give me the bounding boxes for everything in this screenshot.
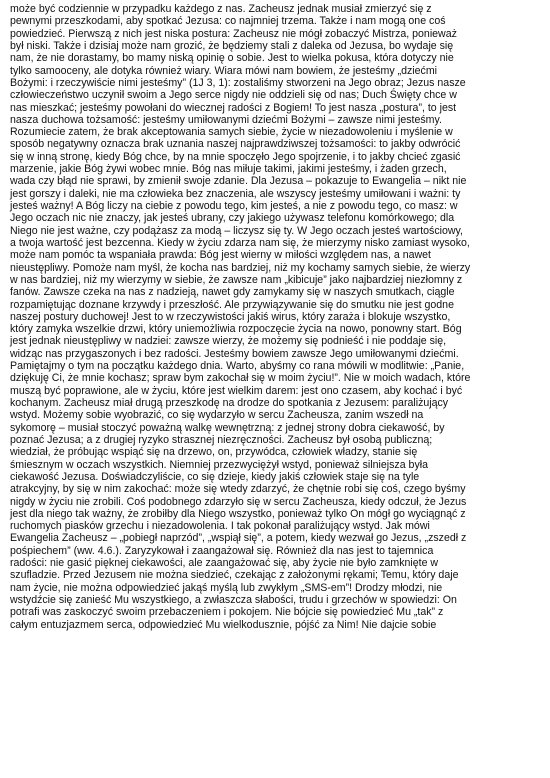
text-line: Niego nie jest ważne, czy podążasz za modą – liczysz się ty. W Jego oczach jesteś wartościowy, <box>10 224 463 237</box>
text-line: nam, że nie dorastamy, bo mamy niską opinię o sobie. Jest to wielka pokusa, która dotyczy nie <box>10 52 454 65</box>
text-line: muszą być poprawione, ale w życiu, które jest wielkim darem: jest ono czasem, aby kochać i być <box>10 384 463 397</box>
text-line: naszej postury duchowej! Jest to w rzeczywistości jakiś wirus, który zaraża i blokuje wszystko, <box>10 310 451 323</box>
text-line: może nam pomóc ta wspaniała prawda: Bóg jest wierny w miłości względem nas, a nawet <box>10 249 431 262</box>
text-line: nam życie, nie można odpowiedzieć jakąś myślą lub zwykłym „SMS-em”! Drodzy młodzi, nie <box>10 581 443 594</box>
text-line: pewnymi przeszkodami, aby spotkać Jezusa: co najmniej trzema. Także i nam mogą one coś <box>10 15 446 28</box>
text-line: nasza duchowa tożsamość: jesteśmy umiłowanymi dziećmi Bożymi – zawsze nimi jesteśmy. <box>10 113 442 126</box>
text-line: który zamyka wszelkie drzwi, który uniemożliwia rozpoczęcie życia na nowo, ponowny start. Bóg <box>10 323 462 336</box>
text-line: potrafi was zaskoczyć swoim przebaczeniem i pokojem. Nie bójcie się powiedzieć Mu „tak” z <box>10 606 444 619</box>
text-line: wstyd. Możemy sobie wyobrazić, co się wydarzyło w sercu Zacheusza, zanim wszedł na <box>10 409 424 422</box>
text-line: poznać Jezusa; a z drugiej ryzyko strasznej niezręczności. Zacheusz był osobą publiczną; <box>10 433 433 446</box>
text-line: w nas bardziej, niż my wierzymy w siebie, że zawsze nam „kibicuje” jako najbardziej niezłomny z <box>10 273 463 286</box>
text-line: ruchomych piasków grzechu i niezadowolenia. I tak pokonał paraliżujący wstyd. Jak mówi <box>10 520 430 533</box>
text-line: radości: nie gasić pięknej ciekawości, ale zaangażować się, aby życie nie było zamknięte w <box>10 557 439 570</box>
text-line: Rozumiecie zatem, że brak akceptowania samych siebie, życie w niezadowoleniu i myślenie w <box>10 126 453 139</box>
text-line: nigdy w życiu nie zrobili. Coś podobnego zdarzyło się w sercu Zacheusza, kiedy odczuł, że Jezus <box>10 495 467 508</box>
text-line: wstydźcie się zanieść Mu wszystkiego, a zwłaszcza słabości, trudu i grzechów w spowiedzi: On <box>10 594 457 606</box>
text-line: całym entuzjazmem serca, odpowiedzieć Mu wielkodusznie, pójść za Nim! Nie dajcie sobie <box>10 618 437 631</box>
text-line: fanów. Zawsze czeka na nas z nadzieją, nawet gdy zamykamy się w naszych smutkach, ciągle <box>10 286 455 299</box>
text-line: atrakcyjny, by się w nim zakochać: może się wtedy zdarzyć, że chętnie robi się coś, czego byśmy <box>10 483 466 496</box>
text-line: ciekawość Jezusa. Doświadczyliście, co się dzieje, kiedy jakiś człowiek staje się na tyle <box>10 470 420 483</box>
text-line: powiedzieć. Pierwszą z nich jest niska postura: Zacheusz nie mógł zobaczyć Mistrza, ponieważ <box>10 27 457 40</box>
text-line: widząc nas przygaszonych i bez radości. Jesteśmy bowiem zawsze Jego umiłowanymi dziećmi. <box>10 347 459 360</box>
text-line: człowieczeństwo uczynił swoim a Jego serce nigdy nie oddzieli się od nas; Duch Święty chce w <box>10 89 457 102</box>
text-line: Bożymi: i rzeczywiście nimi jesteśmy” (1J 3, 1): zostaliśmy stworzeni na Jego obraz; Jezus nasze <box>10 76 466 89</box>
text-line: nas mieszkać; jesteśmy powołani do wiecznej radości z Bogiem! To jest nasza „postura”, to jest <box>10 101 457 114</box>
text-line: jest gorszy i daleki, nie ma człowieka bez znaczenia, ale wszyscy jesteśmy umiłowani i ważni: ty <box>10 187 461 200</box>
text-line: tylko samooceny, ale dotyka również wiary. Wiara mówi nam bowiem, że jesteśmy „dziećmi <box>10 64 438 77</box>
text-line: a twoja wartość jest bezcenna. Kiedy w życiu zdarza nam się, że mierzymy nisko zamiast wysoko, <box>10 236 470 249</box>
text-line: nieustępliwy. Pomoże nam myśl, że kocha nas bardziej, niż my kochamy samych siebie, że wierzy <box>10 261 471 274</box>
text-line: wiedział, że próbując wspiąć się na drzewo, on, przywódca, człowiek władzy, stanie się <box>10 446 418 459</box>
text-line: dziękuję Ci, że mnie kochasz; spraw bym zakochał się w moim życiu!”. Nie w moich wadach, które <box>10 372 471 385</box>
text-line: jest dla niego tak ważny, że zrobiłby dla Niego wszystko, ponieważ tylko On mógł go wyciągnąć z <box>10 507 466 520</box>
text-line: Pamiętajmy o tym na początku każdego dnia. Warto, abyśmy co rana mówili w modlitwie: „Panie, <box>10 360 465 373</box>
text-line: marzenie, jakie Bóg żywi wobec mnie. Bóg nas miłuje takimi, jakimi jesteśmy, i żaden grzech, <box>10 163 447 176</box>
text-line: jest jednak nieustępliwy w nadziei: zawsze wierzy, że możemy się podnieść i nie poddaje się, <box>10 335 447 348</box>
text-line: sykomorę – musiał stoczyć poważną walkę wewnętrzną: z jednej strony dobra ciekawość, by <box>10 421 445 434</box>
text-line: Ewangelia Zacheusz – „pobiegł naprzód”, „wspiął się”, a potem, kiedy wezwał go Jezus, „zszedł z <box>10 532 467 545</box>
text-line: sposób negatywny oznacza brak uznania naszej najprawdziwszej tożsamości: to jakby odwrócić <box>10 138 461 151</box>
text-line: może być codziennie w przypadku każdego z nas. Zacheusz jednak musiał zmierzyć się z <box>10 3 432 15</box>
text-line: szufladzie. Przed Jezusem nie można siedzieć, czekając z założonymi rękami; Temu, który daje <box>10 569 459 582</box>
text-line: jesteś ważny! A Bóg liczy na ciebie z powodu tego, kim jesteś, a nie z powodu tego, co masz: w <box>10 200 458 212</box>
text-line: kochanym. Zacheusz miał drugą przeszkodę na drodze do spotkania z Jezusem: paraliżujący <box>10 397 449 409</box>
text-line: wada czy błąd nie sprawi, by zmienił swoje zdanie. Dla Jezusa – pokazuje to Ewangelia – nikt nie <box>10 175 467 188</box>
document-page <box>10 3 534 631</box>
text-line: się w inną stronę, kiedy Bóg chce, by na mnie spoczęło Jego spojrzenie, i to jakby chcieć zgasić <box>10 150 461 163</box>
text-line: śmiesznym w oczach wszystkich. Niemniej przezwyciężył wstyd, ponieważ silniejsza była <box>10 458 428 471</box>
text-line: Jego oczach nic nie znaczy, jak jesteś ubrany, czy jakiego używasz telefonu komórkowego; dla <box>10 212 455 225</box>
text-line: był niski. Także i dzisiaj może nam grozić, że będziemy stali z daleka od Jezusa, bo wydaje się <box>10 39 454 52</box>
text-line: pośpiechem” (ww. 4.6.). Zaryzykował i zaangażował się. Również dla nas jest to tajemnica <box>10 544 434 557</box>
text-line: rozpamiętując doznane krzywdy i przeszłość. Ale przywiązywanie się do smutku nie jest godne <box>10 298 454 311</box>
